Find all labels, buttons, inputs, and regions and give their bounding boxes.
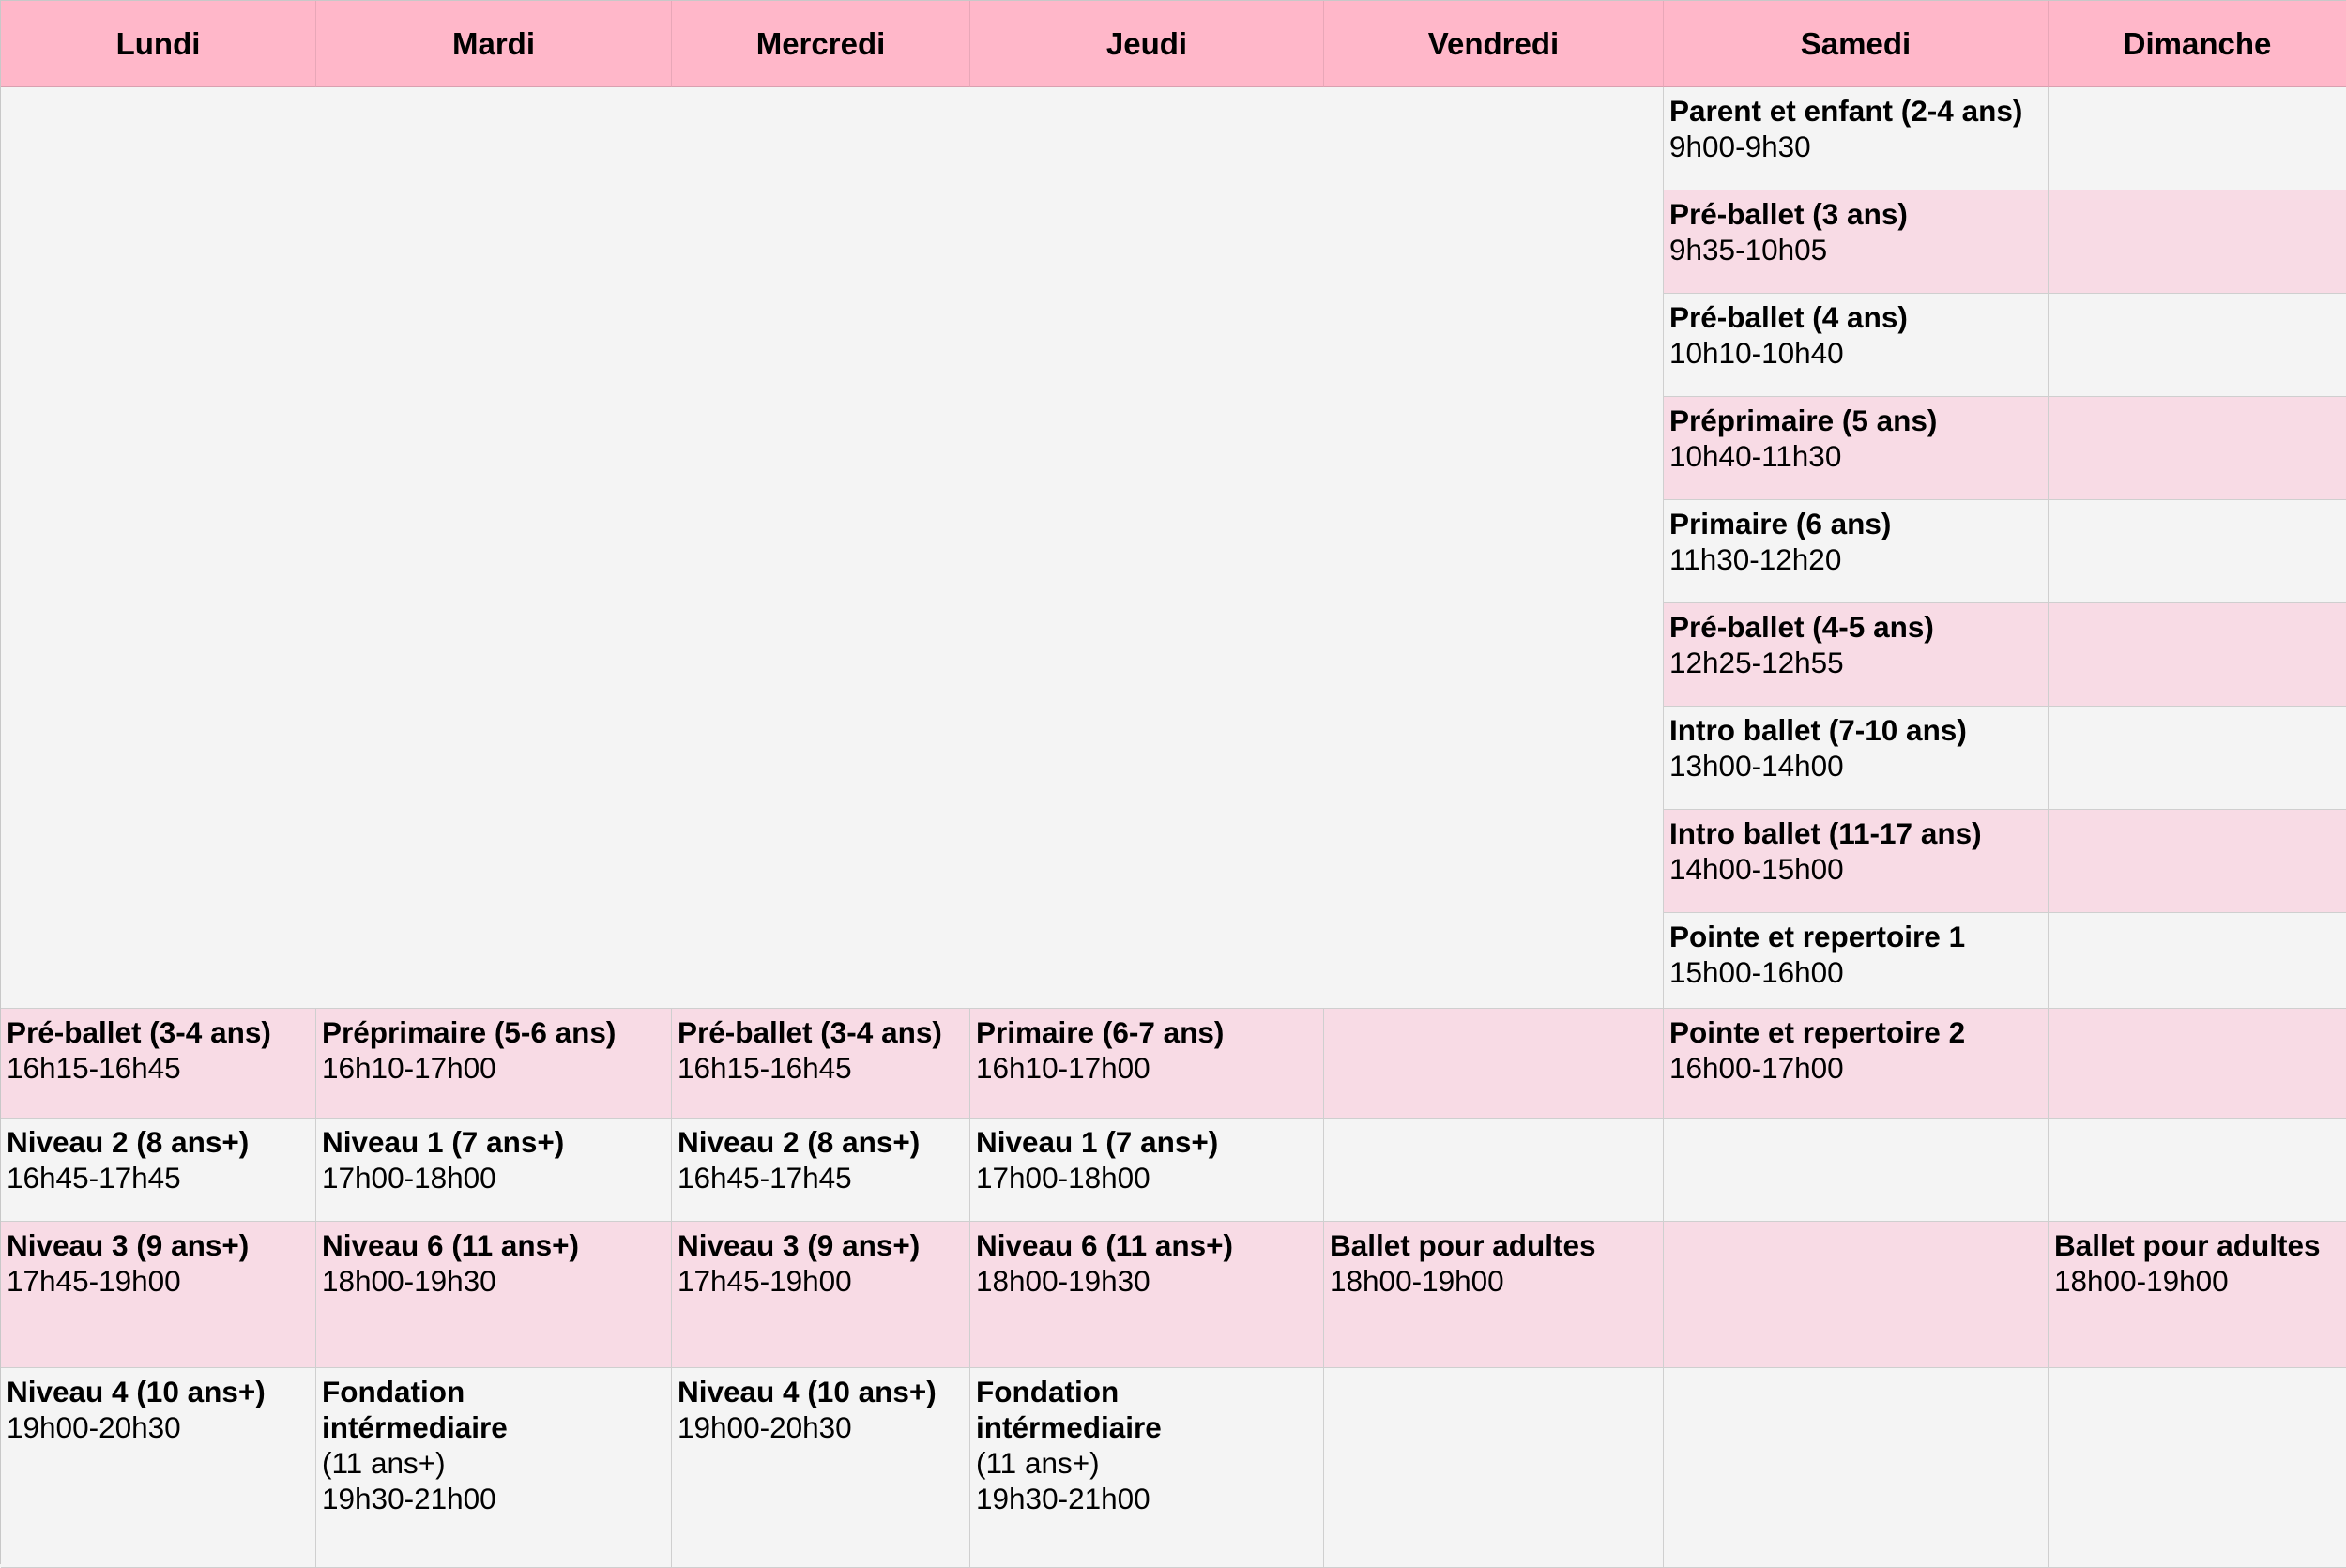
empty-cell <box>2049 603 2346 707</box>
class-cell <box>1664 500 2049 603</box>
class-time: 16h15-16h45 <box>7 1051 181 1085</box>
class-time: 18h00-19h30 <box>976 1264 1150 1298</box>
header-mercredi: Mercredi <box>672 1 970 87</box>
class-title: Pré-ballet (3-4 ans) <box>7 1015 271 1049</box>
class-time: 19h00-20h30 <box>7 1410 181 1444</box>
class-cell <box>1664 603 2049 707</box>
header-mardi: Mardi <box>316 1 672 87</box>
class-title: Pointe et repertoire 1 <box>1669 920 1966 953</box>
empty-weekday-morning <box>1 87 1664 1009</box>
empty-cell <box>2049 707 2346 810</box>
class-age-note: (11 ans+) <box>322 1446 446 1480</box>
class-title: Ballet pour adultes <box>1330 1228 1596 1262</box>
class-cell <box>1664 1009 2049 1119</box>
empty-cell <box>2049 1119 2346 1222</box>
class-time: 17h00-18h00 <box>322 1161 496 1195</box>
class-cell <box>970 1222 1324 1368</box>
empty-cell <box>1664 1368 2049 1568</box>
class-cell <box>2049 1222 2346 1368</box>
empty-cell <box>2049 500 2346 603</box>
header-samedi: Samedi <box>1664 1 2049 87</box>
empty-cell <box>2049 294 2346 397</box>
class-title: Pointe et repertoire 2 <box>1669 1015 1966 1049</box>
class-time: 18h00-19h30 <box>322 1264 496 1298</box>
class-cell <box>1664 87 2049 190</box>
class-cell <box>316 1119 672 1222</box>
class-title: Fondation intérmediaire <box>976 1375 1162 1444</box>
class-title: Primaire (6-7 ans) <box>976 1015 1225 1049</box>
class-cell <box>672 1222 970 1368</box>
class-cell <box>1664 190 2049 294</box>
empty-cell <box>2049 397 2346 500</box>
class-time: 16h10-17h00 <box>322 1051 496 1085</box>
empty-cell <box>1324 1009 1664 1119</box>
class-title: Primaire (6 ans) <box>1669 507 1892 540</box>
class-time: 16h10-17h00 <box>976 1051 1150 1085</box>
class-cell <box>1664 397 2049 500</box>
class-time: 11h30-12h20 <box>1669 542 1842 576</box>
class-cell <box>1664 707 2049 810</box>
class-title: Fondation intérmediaire <box>322 1375 508 1444</box>
class-cell <box>970 1119 1324 1222</box>
class-title: Pré-ballet (3 ans) <box>1669 197 1908 231</box>
class-cell <box>1 1119 316 1222</box>
header-lundi: Lundi <box>1 1 316 87</box>
class-title: Intro ballet (11-17 ans) <box>1669 816 1982 850</box>
class-title: Niveau 4 (10 ans+) <box>678 1375 937 1408</box>
class-cell <box>1664 294 2049 397</box>
class-cell <box>672 1009 970 1119</box>
class-cell <box>1664 810 2049 913</box>
class-time: 16h15-16h45 <box>678 1051 852 1085</box>
class-title: Préprimaire (5-6 ans) <box>322 1015 617 1049</box>
class-time: 16h45-17h45 <box>678 1161 852 1195</box>
class-time: 13h00-14h00 <box>1669 749 1844 783</box>
class-title: Niveau 2 (8 ans+) <box>678 1125 921 1159</box>
empty-cell <box>2049 87 2346 190</box>
class-title: Niveau 6 (11 ans+) <box>976 1228 1234 1262</box>
class-title: Pré-ballet (4 ans) <box>1669 300 1908 334</box>
class-time: 18h00-19h00 <box>1330 1264 1504 1298</box>
class-cell <box>970 1368 1324 1568</box>
class-cell <box>1664 913 2049 1009</box>
class-title: Pré-ballet (3-4 ans) <box>678 1015 942 1049</box>
class-title: Niveau 3 (9 ans+) <box>678 1228 921 1262</box>
empty-cell <box>2049 1009 2346 1119</box>
class-title: Niveau 1 (7 ans+) <box>976 1125 1219 1159</box>
empty-cell <box>2049 190 2346 294</box>
class-title: Ballet pour adultes <box>2054 1228 2321 1262</box>
empty-cell <box>1324 1119 1664 1222</box>
class-time: 17h00-18h00 <box>976 1161 1150 1195</box>
class-time: 16h00-17h00 <box>1669 1051 1844 1085</box>
class-cell <box>1 1222 316 1368</box>
empty-cell <box>1324 1368 1664 1568</box>
class-title: Niveau 4 (10 ans+) <box>7 1375 266 1408</box>
class-time: 16h45-17h45 <box>7 1161 181 1195</box>
class-cell <box>1 1009 316 1119</box>
class-cell <box>316 1222 672 1368</box>
empty-cell <box>2049 1368 2346 1568</box>
header-vendredi: Vendredi <box>1324 1 1664 87</box>
class-title: Préprimaire (5 ans) <box>1669 403 1938 437</box>
class-time: 14h00-15h00 <box>1669 852 1844 886</box>
class-cell <box>316 1368 672 1568</box>
class-cell <box>1 1368 316 1568</box>
class-age-note: (11 ans+) <box>976 1446 1100 1480</box>
class-cell <box>672 1368 970 1568</box>
class-time: 17h45-19h00 <box>7 1264 181 1298</box>
header-jeudi: Jeudi <box>970 1 1324 87</box>
class-time: 18h00-19h00 <box>2054 1264 2229 1298</box>
empty-cell <box>1664 1119 2049 1222</box>
class-title: Intro ballet (7-10 ans) <box>1669 713 1967 747</box>
class-time: 10h10-10h40 <box>1669 336 1844 370</box>
class-time: 9h35-10h05 <box>1669 233 1828 266</box>
class-cell <box>1324 1222 1664 1368</box>
class-time: 10h40-11h30 <box>1669 439 1842 473</box>
class-title: Niveau 3 (9 ans+) <box>7 1228 250 1262</box>
class-title: Niveau 6 (11 ans+) <box>322 1228 580 1262</box>
class-time: 19h00-20h30 <box>678 1410 852 1444</box>
empty-cell <box>1664 1222 2049 1368</box>
empty-cell <box>2049 810 2346 913</box>
class-time: 12h25-12h55 <box>1669 646 1844 679</box>
empty-cell <box>2049 913 2346 1009</box>
class-title: Pré-ballet (4-5 ans) <box>1669 610 1934 644</box>
class-time: 19h30-21h00 <box>322 1482 496 1515</box>
class-time: 9h00-9h30 <box>1669 129 1811 163</box>
class-title: Niveau 1 (7 ans+) <box>322 1125 565 1159</box>
class-time: 19h30-21h00 <box>976 1482 1150 1515</box>
header-dimanche: Dimanche <box>2049 1 2346 87</box>
class-time: 17h45-19h00 <box>678 1264 852 1298</box>
class-cell <box>970 1009 1324 1119</box>
class-cell <box>672 1119 970 1222</box>
class-time: 15h00-16h00 <box>1669 955 1844 989</box>
class-cell <box>316 1009 672 1119</box>
class-title: Niveau 2 (8 ans+) <box>7 1125 250 1159</box>
class-title: Parent et enfant (2-4 ans) <box>1669 94 2023 128</box>
